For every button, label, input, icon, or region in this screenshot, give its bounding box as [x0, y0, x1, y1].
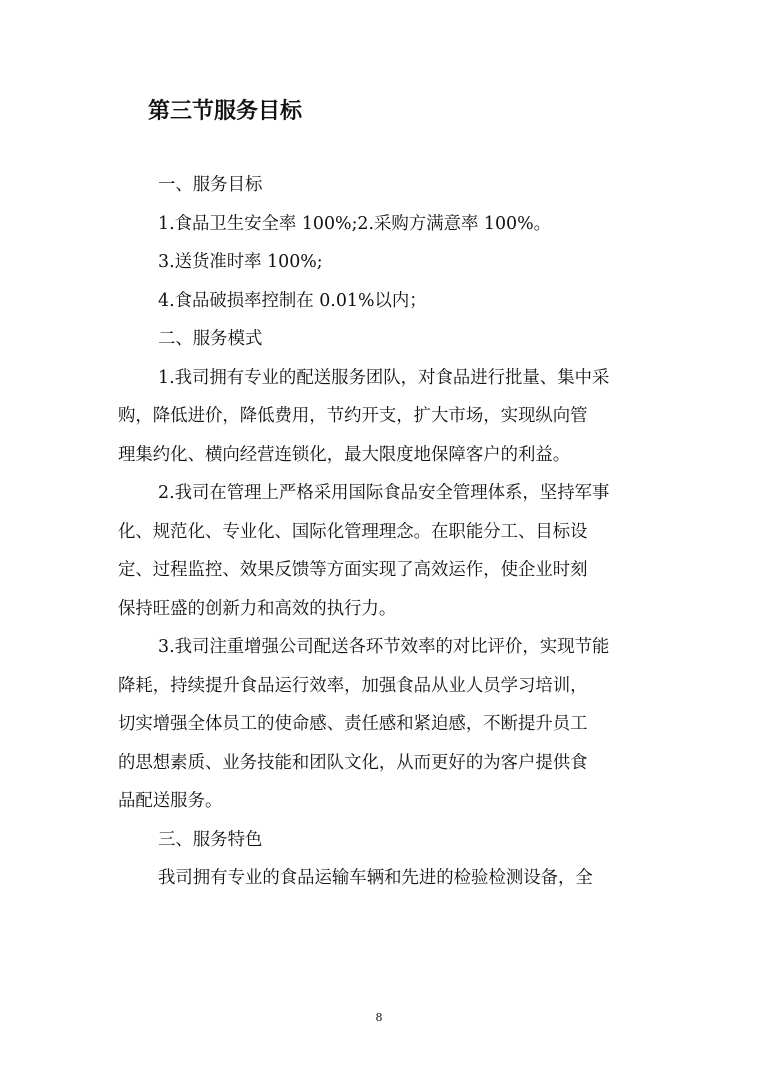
- heading-service-mode: 二、服务模式: [158, 329, 263, 349]
- mode-paragraph-2-line-3: 定、过程监控、效果反馈等方面实现了高效运作，使企业时刻: [118, 560, 588, 580]
- goal-item-3: 3.送货准时率 100%;: [158, 252, 323, 272]
- features-paragraph-line-1: 我司拥有专业的食品运输车辆和先进的检验检测设备，全: [158, 868, 593, 888]
- section-title: 第三节服务目标: [148, 99, 303, 124]
- mode-paragraph-3-line-2: 降耗，持续提升食品运行效率，加强食品从业人员学习培训，: [118, 675, 588, 696]
- body-text: [118, 166, 638, 898]
- mode-paragraph-2-line-2: 化、规范化、专业化、国际化管理理念。在职能分工、目标设: [118, 521, 588, 542]
- goal-item-1-2: 1.食品卫生安全率 100%;2.采购方满意率 100%。: [158, 213, 552, 234]
- mode-paragraph-1-line-1: 1.我司拥有专业的配送服务团队，对食品进行批量、集中采: [158, 367, 610, 388]
- heading-service-goals: 一、服务目标: [158, 175, 263, 195]
- goal-item-4: 4.食品破损率控制在 0.01%以内；: [158, 290, 427, 311]
- mode-paragraph-3-line-5: 品配送服务。: [118, 791, 223, 811]
- mode-paragraph-3-line-1: 3.我司注重增强公司配送各环节效率的对比评价，实现节能: [158, 637, 610, 657]
- mode-paragraph-1-line-2: 购，降低进价，降低费用，节约开支，扩大市场，实现纵向管: [118, 406, 588, 426]
- mode-paragraph-1-line-3: 理集约化、横向经营连锁化，最大限度地保障客户的利益。: [118, 444, 571, 465]
- mode-paragraph-3-line-3: 切实增强全体员工的使命感、责任感和紧迫感，不断提升员工: [118, 714, 588, 734]
- mode-paragraph-2-line-1: 2.我司在管理上严格采用国际食品安全管理体系，坚持军事: [158, 483, 610, 503]
- heading-service-features: 三、服务特色: [158, 829, 263, 850]
- mode-paragraph-2-line-4: 保持旺盛的创新力和高效的执行力。: [118, 598, 397, 619]
- mode-paragraph-3-line-4: 的思想素质、业务技能和团队文化，从而更好的为客户提供食: [118, 752, 588, 773]
- page-number: 8: [375, 1011, 383, 1024]
